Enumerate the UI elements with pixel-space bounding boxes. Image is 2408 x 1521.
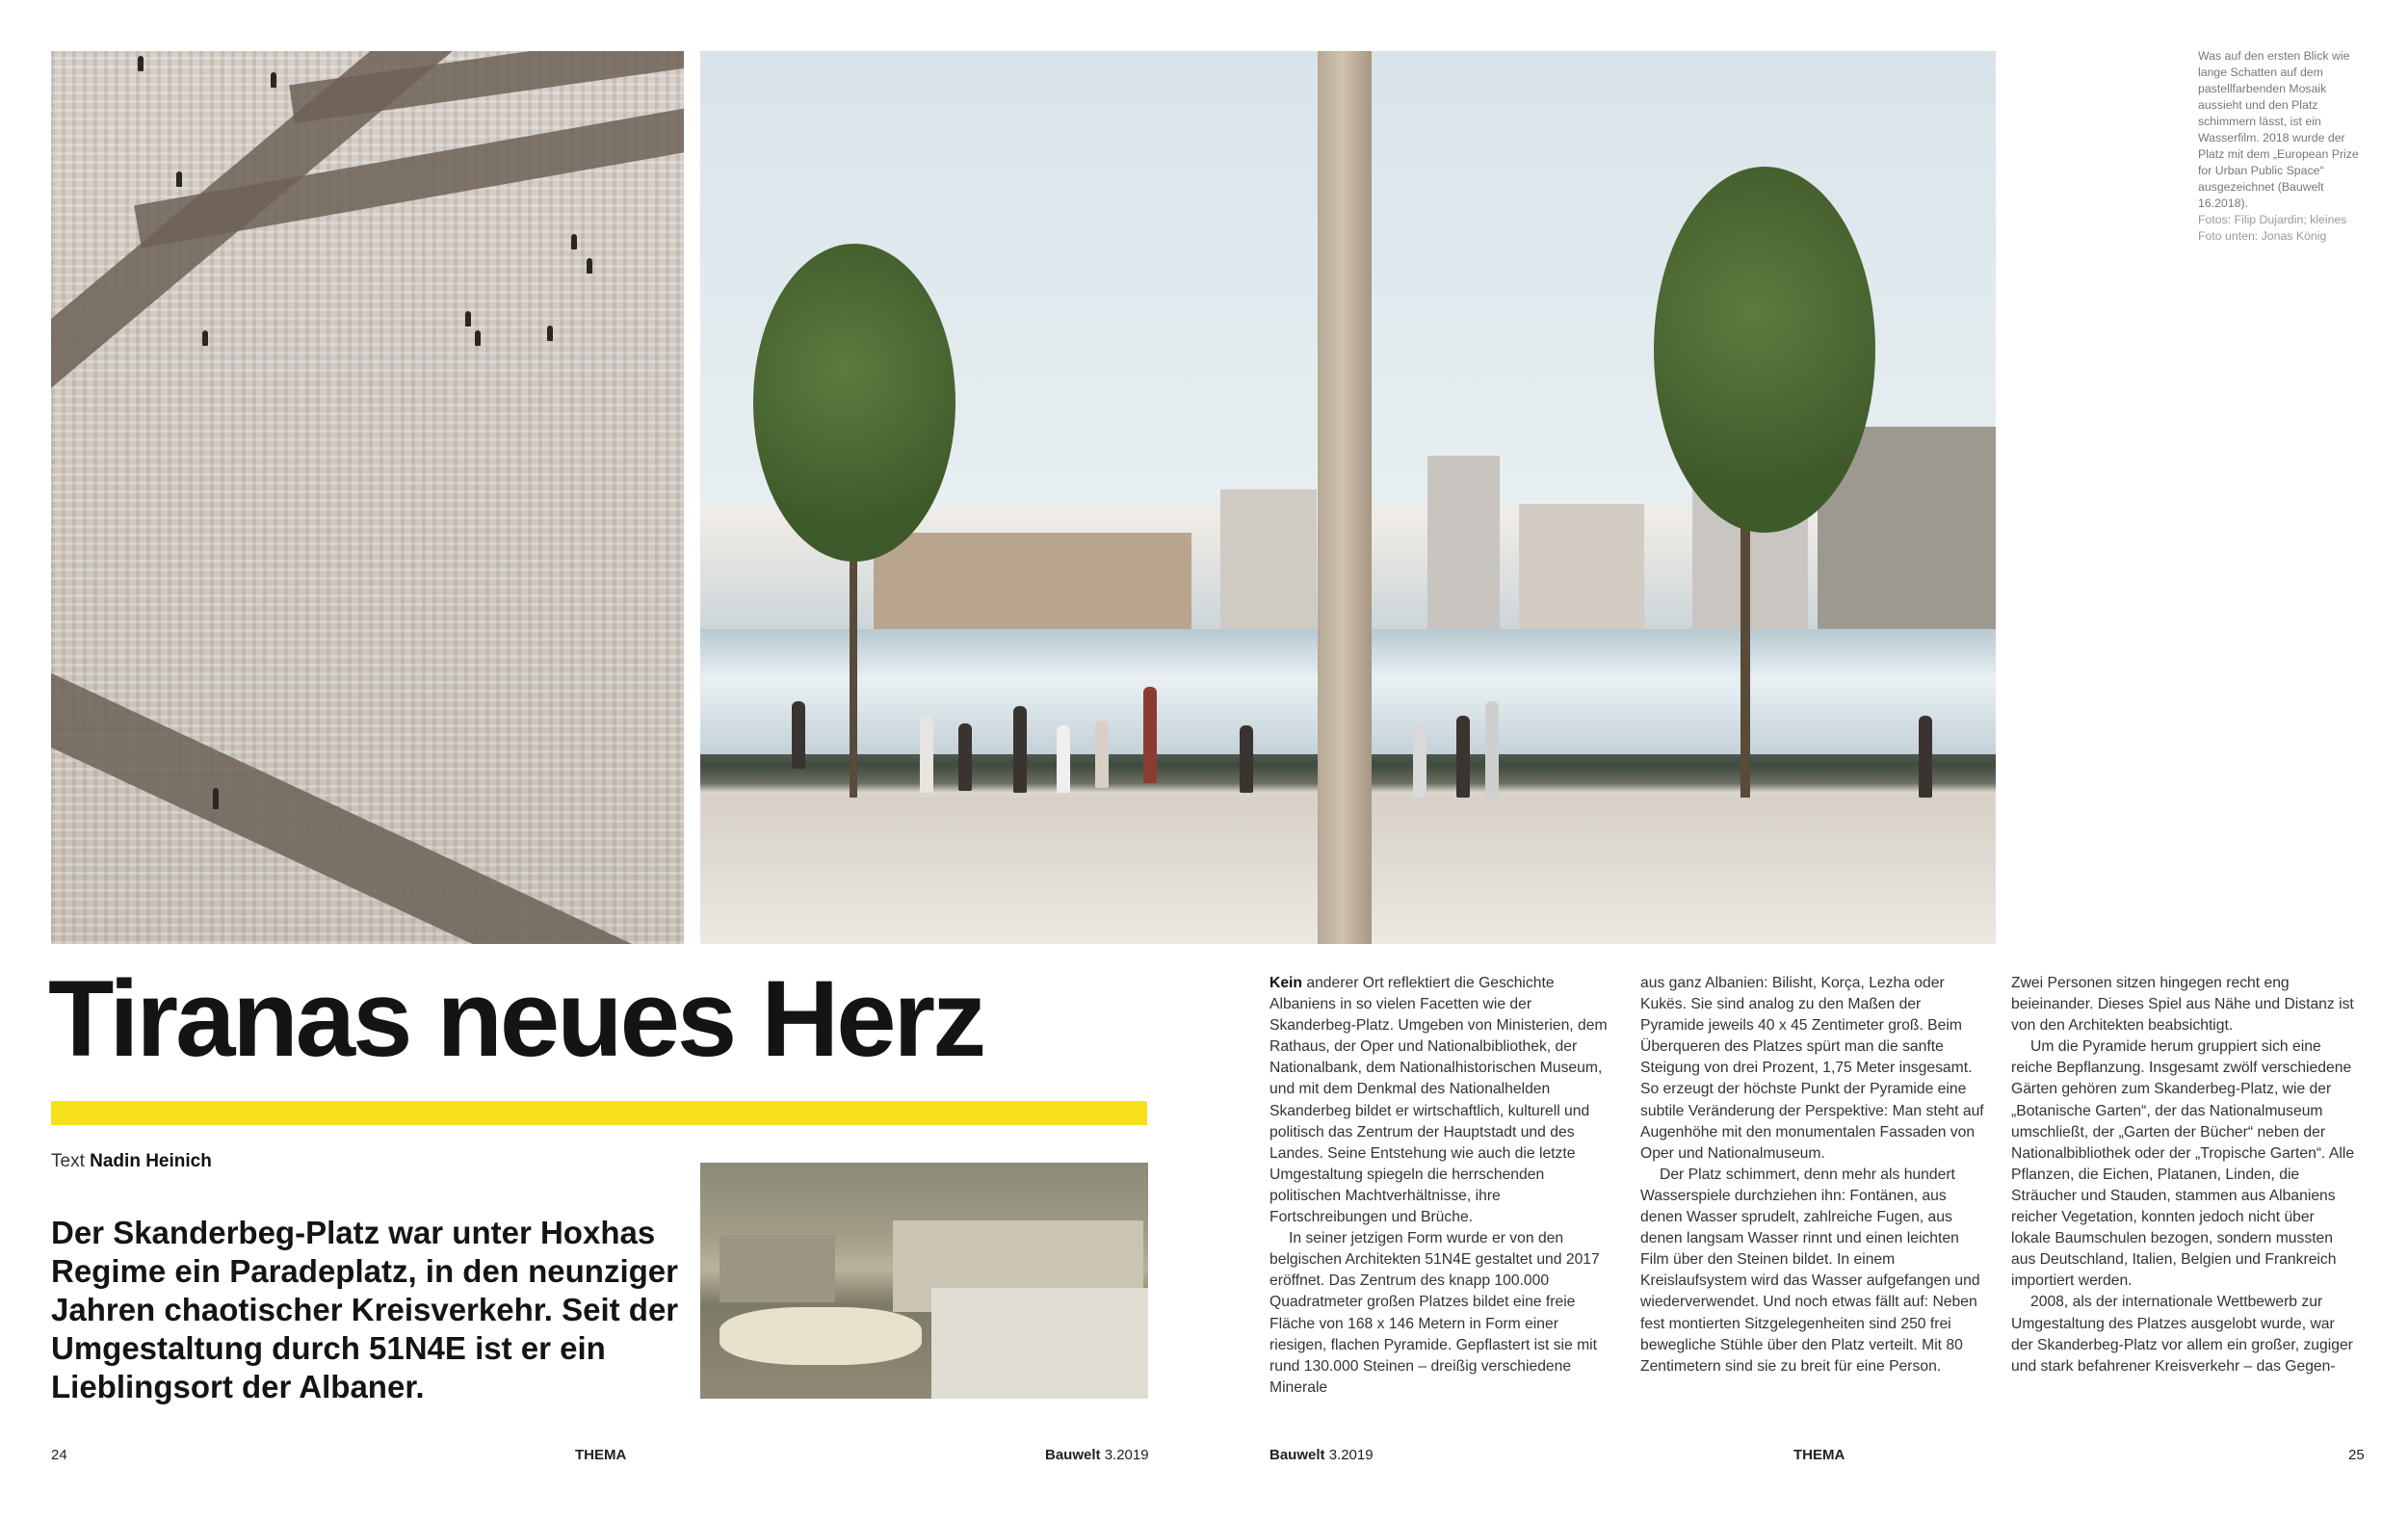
person: [958, 723, 972, 791]
issue-number: 3.2019: [1104, 1447, 1149, 1463]
person: [1919, 716, 1932, 798]
byline-prefix: Text: [51, 1151, 85, 1171]
person: [271, 72, 276, 88]
stone-column: [1318, 51, 1372, 944]
magazine-name: Bauwelt: [1045, 1447, 1101, 1463]
building: [1220, 489, 1317, 629]
article-title: Tiranas neues Herz: [48, 958, 984, 1079]
body-column-1: [1269, 973, 1616, 1399]
photo-dusk-view: [700, 1163, 1148, 1399]
lead-word: Kein: [1269, 975, 1302, 991]
building: [874, 533, 1191, 629]
shadow-band: [51, 51, 590, 406]
caption-text: Was auf den ersten Blick wie lange Schatten auf dem pastellfarbenden Mosaik aussieht und den Platz schimmern lässt, ist ein Wasserfilm. 2018 wurde der Platz mit dem „European Prize for Urban Public Space“ ausgezeichnet (Bauwelt 16.2018).: [2198, 49, 2359, 210]
byline-author: Nadin Heinich: [90, 1151, 212, 1171]
paragraph: Der Platz schimmert, denn mehr als hundert Wasserspiele durchziehen ihn: Fontänen, aus denen Wasser sprudelt, zahlreiche Fugen, aus denen langsam Wasser rinnt und einen leichten Film über den Steinen bildet. In einem Kreislaufsystem wird das Wasser aufgefangen und wiederverwendet. Und noch etwas fällt auf: Neben fest montierten Sitzgelegenheiten sind 250 frei bewegliche Stühle über den Platz verteilt. Mit 80 Zentimetern sind sie zu breit für eine Person.: [1640, 1166, 1980, 1375]
body-column-2: [1640, 973, 1987, 1377]
shadow-band: [51, 670, 684, 944]
tree-canopy: [753, 244, 955, 562]
person: [1240, 725, 1253, 793]
magazine-issue-left: [1045, 1447, 1149, 1463]
building: [1427, 456, 1500, 629]
person: [465, 311, 471, 327]
water-reflection: [720, 1307, 922, 1365]
building: [720, 1235, 835, 1302]
building: [1519, 504, 1644, 629]
person: [1013, 706, 1027, 793]
person: [1095, 721, 1109, 788]
person: [138, 56, 144, 71]
byline: [51, 1151, 212, 1172]
photo-skanderbeg-square: [700, 51, 1996, 944]
person: [1143, 687, 1157, 783]
section-label-right: THEMA: [1793, 1447, 1845, 1463]
person: [1485, 701, 1499, 798]
body-column-3: [2011, 973, 2358, 1377]
paragraph: Um die Pyramide herum gruppiert sich eine reiche Bepflanzung. Insgesamt zwölf verschiedene Gärten gehören zum Skanderbeg-Platz, wie der „Botanische Garten“, der das Nationalmuseum umschließt, der „Garten der Bücher“ neben der Nationalbibliothek oder der „Tropische Garten“. Alle Pflanzen, die Eichen, Platanen, Linden, die Sträucher und Stauden, stammen aus Albaniens reicher Vegetation, konnten jedoch nicht über lokale Baumschulen bezogen, sondern mussten aus Deutschland, Italien, Belgien und Frankreich importiert werden.: [2011, 1038, 2355, 1290]
person: [587, 258, 592, 274]
person: [547, 326, 553, 341]
page-number-left: 24: [51, 1447, 67, 1463]
paragraph: Zwei Personen sitzen hingegen recht eng beieinander. Dieses Spiel aus Nähe und Distanz ist von den Architekten beabsichtigt.: [2011, 975, 2354, 1035]
person: [213, 788, 219, 809]
paragraph: aus ganz Albanien: Bilisht, Korça, Lezha oder Kukës. Sie sind analog zu den Maßen der Pyramide jeweils 40 x 45 Zentimeter groß. Beim Überqueren des Platzes spürt man die sanfte Steigung von drei Prozent, 1,75 Meter insgesamt. So erzeugt der höchste Punkt der Pyramide eine subtile Veränderung der Perspektive: Man steht auf Augenhöhe mit den monumentalen Fassaden von Oper und Nationalmuseum.: [1640, 975, 1984, 1162]
tree-canopy: [1654, 167, 1875, 533]
article-lead: Der Skanderbeg-Platz war unter Hoxhas Regime ein Paradeplatz, in den neunziger Jahren chaotischer Kreisverkehr. Seit der Umgestaltung durch 51N4E ist er ein Lieblingsort der Albaner.: [51, 1215, 679, 1404]
paragraph: In seiner jetzigen Form wurde er von den belgischen Architekten 51N4E gestaltet und 2017 eröffnet. Das Zentrum des knapp 100.000 Quadratmeter großen Platzes bildet eine freie Fläche von 168 x 146 Metern in Form einer riesigen, flachen Pyramide. Gepflastert ist sie mit rund 130.000 Steinen – dreißig verschiedene Minerale: [1269, 1230, 1600, 1396]
person: [202, 330, 208, 346]
photo-credit: Fotos: Filip Dujardin; kleines Foto unten: Jonas König: [2198, 213, 2347, 243]
title-underline-bar: [51, 1101, 1147, 1125]
person: [475, 330, 481, 346]
section-label-left: THEMA: [575, 1447, 627, 1463]
paragraph: 2008, als der internationale Wettbewerb zur Umgestaltung des Platzes ausgelobt wurde, war der Skanderbeg-Platz vor allem ein großer, zugiger und stark befahrener Kreisverkehr – das Gegen-: [2011, 1294, 2353, 1375]
person: [1413, 725, 1426, 798]
photo-caption: [2198, 48, 2371, 245]
person: [571, 234, 577, 249]
person: [920, 716, 933, 793]
magazine-issue-right: [1269, 1447, 1374, 1463]
person: [1057, 725, 1070, 793]
person: [1456, 716, 1470, 798]
paragraph: [1269, 973, 1616, 1228]
paragraph-text: anderer Ort reflektiert die Geschichte Albaniens in so vielen Facetten wie der Skanderbeg-Platz. Umgeben von Ministerien, dem Rathaus, der Oper und Nationalbibliothek, der Nationalbank, dem Nationalhistorischen Museum, und mit dem Denkmal des Nationalhelden Skanderbeg bildet er wirtschaftlich, kulturell und politisch das Zentrum der Hauptstadt und des Landes. Seine Entstehung wie auch die letzte Umgestaltung spiegeln die herrschenden politischen Machtverhältnisse, ihre Fortschreibungen und Brüche.: [1269, 975, 1608, 1226]
magazine-name: Bauwelt: [1269, 1447, 1325, 1463]
page-number-right: 25: [2348, 1447, 2365, 1463]
person: [792, 701, 805, 769]
photo-aerial-mosaic: [51, 51, 684, 944]
building: [931, 1288, 1148, 1399]
person: [176, 171, 182, 187]
issue-number: 3.2019: [1328, 1447, 1374, 1463]
